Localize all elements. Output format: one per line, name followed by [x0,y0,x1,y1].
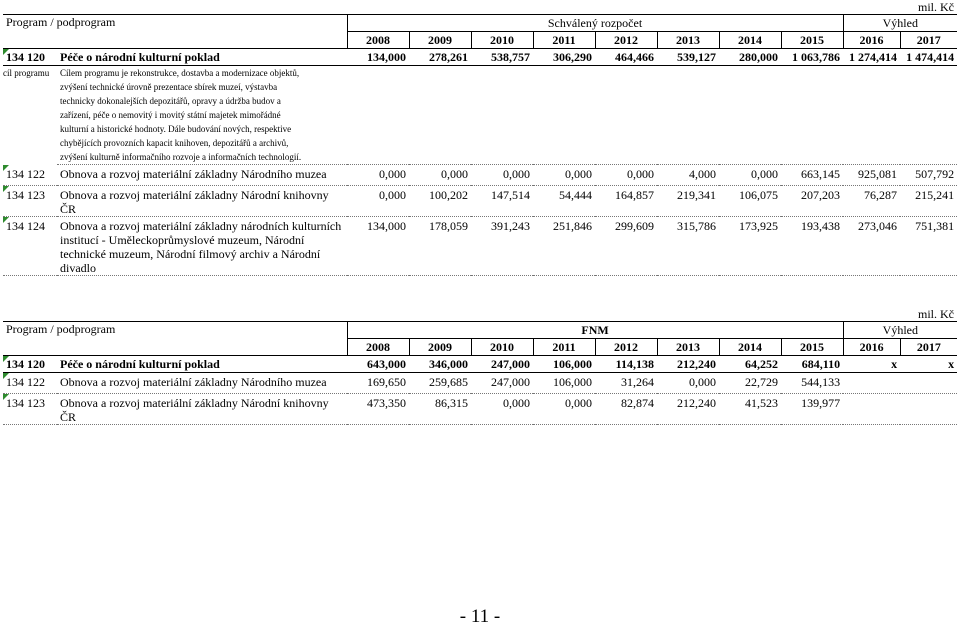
program-value: 643,000 [347,356,409,373]
goal-label: cíl programu [3,68,50,78]
year-header: 2017 [900,32,957,49]
program-value: 306,290 [533,49,595,66]
subprogram-name: Obnova a rozvoj materiální základny národních kulturních institucí - Uměleckoprůmyslové muzeum, Národní technické muzeum, Národní filmový archiv a Národní divadlo [57,217,347,276]
program-row [3,356,957,373]
year-header: 2010 [471,339,533,356]
subprogram-value: 0,000 [347,186,409,217]
subprogram-value: 76,287 [843,186,900,217]
year-header: 2015 [781,339,843,356]
subprogram-name: Obnova a rozvoj materiální základny Národní knihovny ČR [57,186,347,217]
header-row-groups [3,322,957,339]
program-value: 1 063,786 [781,49,843,66]
year-header: 2011 [533,339,595,356]
subprogram-code: 134 122 [3,165,57,186]
subprogram-value: 925,081 [843,165,900,186]
program-value: 106,000 [533,356,595,373]
header-group-outlook: Výhled [843,322,957,339]
program-value: 1 274,414 [843,49,900,66]
subprogram-value: 106,075 [719,186,781,217]
subprogram-value: 169,650 [347,373,409,394]
subprogram-value: 751,381 [900,217,957,276]
program-value: 538,757 [471,49,533,66]
year-header: 2015 [781,32,843,49]
year-header: 2009 [409,339,471,356]
subprogram-value: 247,000 [471,373,533,394]
program-value: 684,110 [781,356,843,373]
subprogram-value: 0,000 [533,394,595,425]
year-header: 2013 [657,339,719,356]
program-value: 134,000 [347,49,409,66]
subprogram-value: 41,523 [719,394,781,425]
subprogram-value: 212,240 [657,394,719,425]
subprogram-value: 178,059 [409,217,471,276]
goal-spacer [347,66,957,165]
year-header: 2013 [657,32,719,49]
year-header: 2014 [719,32,781,49]
subprogram-value: 22,729 [719,373,781,394]
subprogram-value [843,394,900,425]
program-value: 212,240 [657,356,719,373]
subprogram-value: 315,786 [657,217,719,276]
subprogram-value: 164,857 [595,186,657,217]
year-header: 2016 [843,32,900,49]
subprogram-name: Obnova a rozvoj materiální základny Národní knihovny ČR [57,394,347,425]
subprogram-value: 134,000 [347,217,409,276]
program-value: 464,466 [595,49,657,66]
subprogram-value: 259,685 [409,373,471,394]
subprogram-row [3,165,957,186]
budget-table-approved [3,14,957,276]
year-header: 2011 [533,32,595,49]
subprogram-row [3,186,957,217]
program-name: Péče o národní kulturní poklad [57,356,347,373]
year-header: 2014 [719,339,781,356]
subprogram-value [843,373,900,394]
subprogram-row [3,373,957,394]
program-value: x [900,356,957,373]
subprogram-value: 86,315 [409,394,471,425]
year-header: 2012 [595,339,657,356]
subprogram-value: 0,000 [471,394,533,425]
subprogram-value: 391,243 [471,217,533,276]
subprogram-value: 0,000 [409,165,471,186]
year-header: 2016 [843,339,900,356]
subprogram-value: 0,000 [595,165,657,186]
subprogram-value: 0,000 [347,165,409,186]
program-value: 247,000 [471,356,533,373]
subprogram-value: 251,846 [533,217,595,276]
header-row-groups [3,15,957,32]
subprogram-value: 219,341 [657,186,719,217]
subprogram-value: 299,609 [595,217,657,276]
unit-label-top: mil. Kč [918,0,954,14]
subprogram-value: 106,000 [533,373,595,394]
program-value: 280,000 [719,49,781,66]
subprogram-code: 134 123 [3,186,57,217]
program-value: 346,000 [409,356,471,373]
subprogram-value: 507,792 [900,165,957,186]
goal-text: Cílem programu je rekonstrukce, dostavba a modernizace objektů, zvýšení technické úrovně prezentace sbírek muzeí, výstavba technicky dokonalejších depozitářů, opravy a údržba budov a zařízení, péče o nemovitý i movitý státní majetek mimořádné kulturní a historické hodnoty. Dále budování nových, respektive chybějících provozních kapacit knihoven, depozitářů a archivů, zvýšení kulturně informačního rozvoje a informačních technologií. [57,66,347,165]
goal-row [3,66,957,165]
subprogram-value: 173,925 [719,217,781,276]
subprogram-value: 663,145 [781,165,843,186]
subprogram-row [3,217,957,276]
subprogram-value: 100,202 [409,186,471,217]
subprogram-code: 134 124 [3,217,57,276]
subprogram-name: Obnova a rozvoj materiální základny Národního muzea [57,373,347,394]
subprogram-value: 0,000 [657,373,719,394]
subprogram-value: 4,000 [657,165,719,186]
program-value: 114,138 [595,356,657,373]
subprogram-value: 82,874 [595,394,657,425]
year-header: 2017 [900,339,957,356]
subprogram-value: 544,133 [781,373,843,394]
program-value: 64,252 [719,356,781,373]
program-value: 539,127 [657,49,719,66]
program-code: 134 120 [3,49,57,66]
column-label-program: Program / podprogram [3,15,347,49]
subprogram-value: 0,000 [533,165,595,186]
program-value: 1 474,414 [900,49,957,66]
column-label-program: Program / podprogram [3,322,347,356]
subprogram-value: 215,241 [900,186,957,217]
subprogram-value: 139,977 [781,394,843,425]
program-value: 278,261 [409,49,471,66]
subprogram-value: 147,514 [471,186,533,217]
program-name: Péče o národní kulturní poklad [57,49,347,66]
subprogram-code: 134 123 [3,394,57,425]
year-header: 2008 [347,339,409,356]
program-value: x [843,356,900,373]
budget-table-fnm [3,321,957,425]
header-group-approved: Schválený rozpočet [347,15,843,32]
page-number: - 11 - [459,606,501,627]
subprogram-value: 54,444 [533,186,595,217]
subprogram-value [900,394,957,425]
program-code: 134 120 [3,356,57,373]
year-header: 2009 [409,32,471,49]
header-group-approved: FNM [347,322,843,339]
subprogram-code: 134 122 [3,373,57,394]
subprogram-row [3,394,957,425]
program-row [3,49,957,66]
subprogram-name: Obnova a rozvoj materiální základny Národního muzea [57,165,347,186]
subprogram-value: 31,264 [595,373,657,394]
year-header: 2010 [471,32,533,49]
subprogram-value: 0,000 [471,165,533,186]
unit-label-bottom: mil. Kč [918,307,954,321]
subprogram-value: 207,203 [781,186,843,217]
subprogram-value [900,373,957,394]
year-header: 2008 [347,32,409,49]
subprogram-value: 0,000 [719,165,781,186]
header-group-outlook: Výhled [843,15,957,32]
subprogram-value: 193,438 [781,217,843,276]
year-header: 2012 [595,32,657,49]
subprogram-value: 473,350 [347,394,409,425]
subprogram-value: 273,046 [843,217,900,276]
